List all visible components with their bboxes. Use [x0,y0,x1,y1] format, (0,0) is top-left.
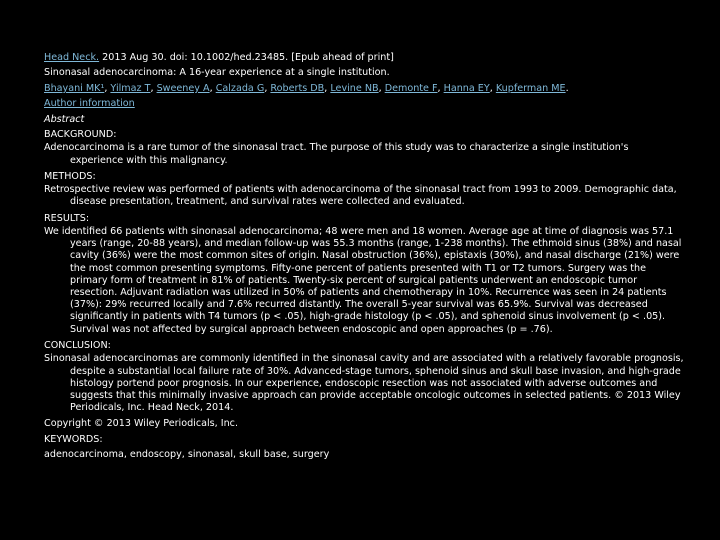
author-link[interactable]: Levine NB [330,82,379,94]
author-link[interactable]: Yilmaz T [110,82,151,94]
author-link[interactable]: Roberts DB [270,82,325,94]
abstract-heading: Abstract [44,113,85,125]
conclusion-text: Sinonasal adenocarcinomas are commonly identified in the sinonasal cavity and are associated with a relatively favorable prognosis, despite a substantial local failure rate of 30%. Advanced-stage tumors, sphenoid sinus and skull base invasion, and high-grade histology portend poor prognosis. In our experience, endoscopic resection was not associated with adverse outcomes and suggests that this minimally invasive approach can provide acceptable oncologic outcomes in selected patients. © 2013 Wiley Periodicals, Inc. Head Neck, 2014. [44,353,684,414]
abstract-document [44,50,684,463]
background-label: BACKGROUND: [44,129,117,141]
journal-link[interactable]: Head Neck. [44,52,100,63]
keywords-text: adenocarcinoma, endoscopy, sinonasal, skull base, surgery [44,449,330,461]
citation-line [44,50,684,65]
keywords-label: KEYWORDS: [44,433,103,445]
author-link[interactable]: Hanna EY [443,82,490,94]
author-link[interactable]: Demonte F [384,82,438,94]
background-text: Adenocarcinoma is a rare tumor of the sinonasal tract. The purpose of this study was to characterize a single institution's experience with this malignancy. [44,142,629,166]
results-label: RESULTS: [44,212,90,224]
citation-details: 2013 Aug 30. doi: 10.1002/hed.23485. [Epub ahead of print] [99,52,394,63]
methods-text: Retrospective review was performed of patients with adenocarcinoma of the sinonasal tract from 1993 to 2009. Demographic data, disease presentation, treatment, and survival rates were collected and evaluated. [44,184,677,208]
author-information-link[interactable]: Author information [44,98,135,110]
results-text: We identified 66 patients with sinonasal adenocarcinoma; 48 were men and 18 women. Average age at time of diagnosis was 57.1 years (range, 20-88 years), and median follow-up was 55.3 months (range, 1-238 months). The ethmoid sinus (38%) and nasal cavity (36%) were the most common sites of origin. Nasal obstruction (36%), epistaxis (30%), and nasal discharge (21%) were the most common presenting symptoms. Fifty-one percent of patients presented with T1 or T2 tumors. Surgery was the primary form of treatment in 81% of patients. Twenty-six percent of surgical patients underwent an endoscopic tumor resection. Adjuvant radiation was utilized in 50% of patients and chemotherapy in 10%. Recurrence was seen in 24 patients (37%): 29% recurred locally and 7.6% recurred distantly. The overall 5-year survival was 65.9%. Survival was decreased significantly in patients with T4 tumors (p < .05), high-grade histology (p < .05), and sphenoid sinus involvement (p < .05). Survival was not affected by surgical approach between endoscopic and open approaches (p = .76). [44,226,682,335]
author-link[interactable]: Bhayani MK¹ [44,82,105,94]
copyright-line: Copyright © 2013 Wiley Periodicals, Inc. [44,418,239,430]
author-link[interactable]: Kupferman ME [495,82,566,94]
author-link[interactable]: Sweeney A [156,82,210,94]
article-title: Sinonasal adenocarcinoma: A 16-year experience at a single institution. [44,67,390,79]
author-link[interactable]: Calzada G [215,82,265,94]
methods-label: METHODS: [44,170,96,182]
conclusion-label: CONCLUSION: [44,339,111,351]
author-list: Bhayani MK¹, Yilmaz T, Sweeney A, Calzada G, Roberts DB, Levine NB, Demonte F, Hanna EY, Kupferman ME. [44,82,569,94]
